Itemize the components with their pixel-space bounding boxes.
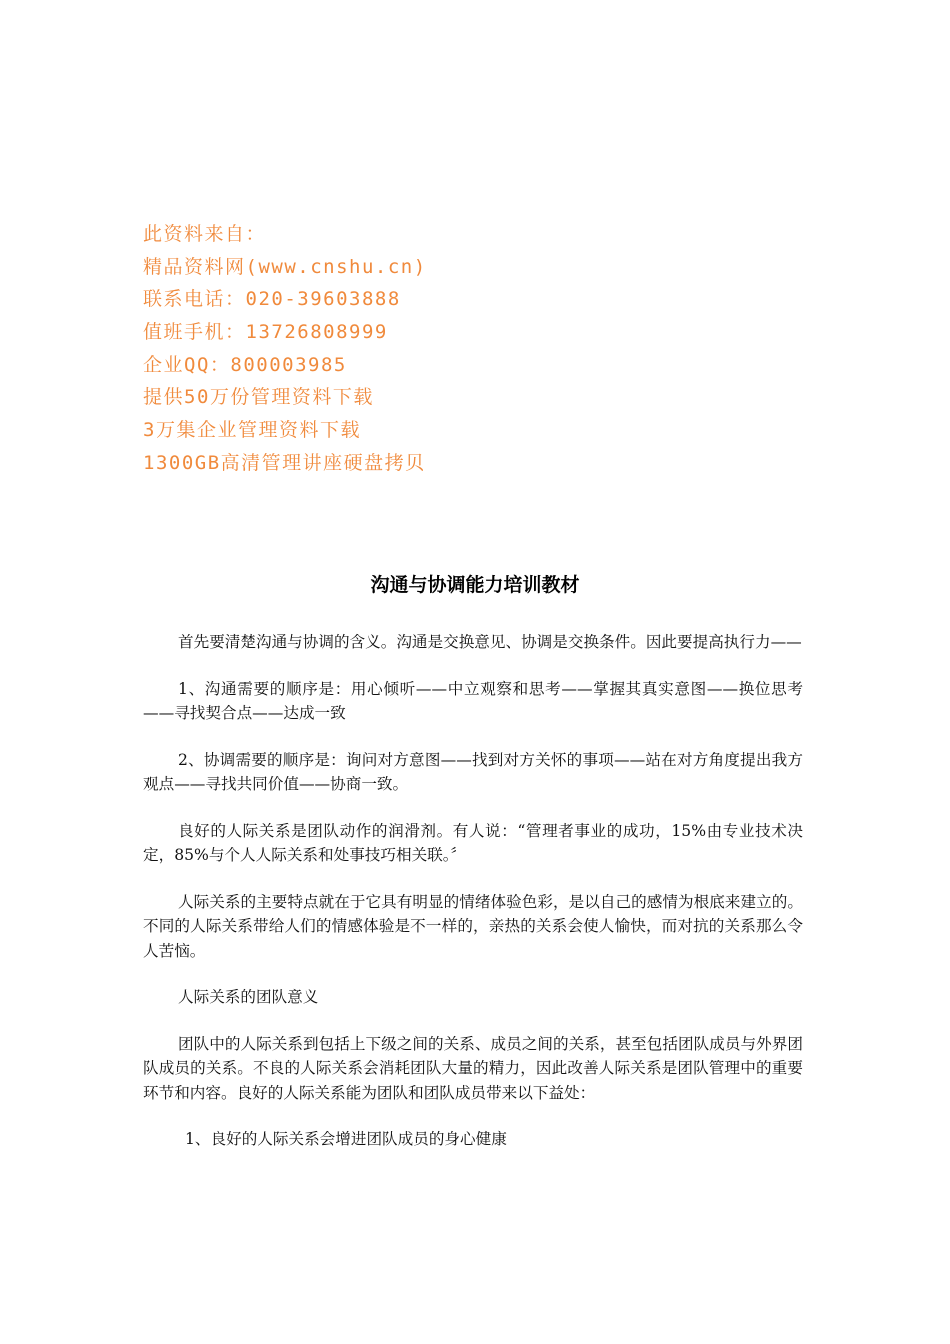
phone-line: 联系电话：020-39603888 (143, 288, 401, 311)
paragraph-relationship-quote: 良好的人际关系是团队动作的润滑剂。有人说：“管理者事业的成功，15%由专业技术决定，85%与个人人际关系和处事技巧相关联。〞 (143, 821, 803, 864)
mobile-line: 值班手机：13726808999 (143, 321, 388, 344)
paragraph-team-relationships: 团队中的人际关系到包括上下级之间的关系、成员之间的关系，甚至包括团队成员与外界团队成员的关系。不良的人际关系会消耗团队大量的精力，因此改善人际关系是团队管理中的重要环节和内容。良好的人际关系能为团队和团队成员带来以下益处： (143, 1034, 803, 1102)
website-line: 精品资料网(www.cnshu.cn) (143, 255, 427, 278)
document-title: 沟通与协调能力培训教材 (370, 574, 580, 596)
paragraph-coordination-order: 2、协调需要的顺序是：询问对方意图——找到对方关怀的事项——站在对方角度提出我方观点——寻找共同价值——协商一致。 (143, 750, 803, 793)
offer-line-2: 3万集企业管理资料下载 (143, 419, 361, 442)
source-info-block (143, 218, 703, 480)
paragraph-communication-order: 1、沟通需要的顺序是：用心倾听——中立观察和思考——掌握其真实意图——换位思考——寻找契合点——达成一致 (143, 679, 803, 722)
document-body (143, 630, 803, 1174)
source-label: 此资料来自： (143, 223, 267, 245)
paragraph-intro: 首先要清楚沟通与协调的含义。沟通是交换意见、协调是交换条件。因此要提高执行力—— (178, 633, 802, 651)
qq-line: 企业QQ：800003985 (143, 353, 347, 376)
offer-line-1: 提供50万份管理资料下载 (143, 386, 374, 409)
section-heading-team-meaning: 人际关系的团队意义 (178, 988, 319, 1006)
paragraph-relationship-features: 人际关系的主要特点就在于它具有明显的情绪体验色彩，是以自己的感情为根底来建立的。不同的人际关系带给人们的情感体验是不一样的，亲热的关系会使人愉快，而对抗的关系那么令人苦恼。 (143, 892, 803, 960)
offer-line-3: 1300GB高清管理讲座硬盘拷贝 (143, 451, 426, 474)
list-item-health: 1、良好的人际关系会增进团队成员的身心健康 (185, 1130, 507, 1148)
